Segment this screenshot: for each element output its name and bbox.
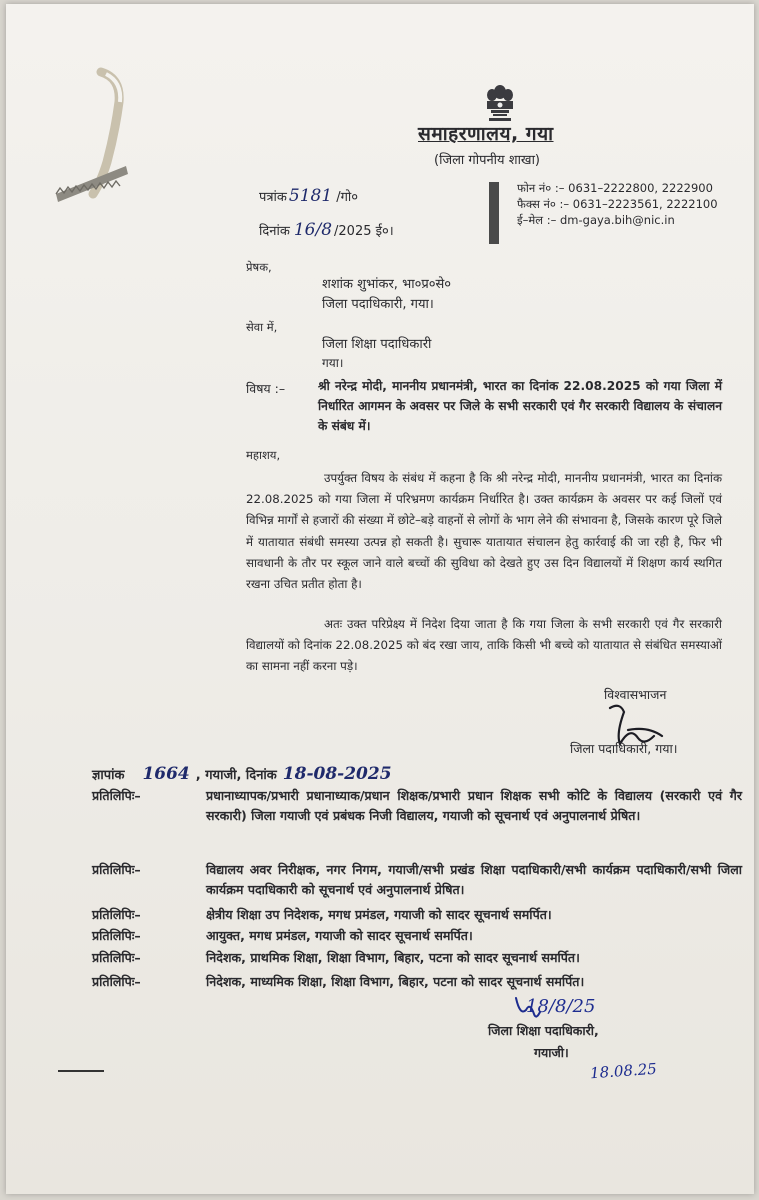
dinank-value: 16/8 (293, 220, 333, 240)
sender-designation: जिला पदाधिकारी, गया। (322, 297, 434, 312)
copy-text: आयुक्त, मगध प्रमंडल, गयाजी को सादर सूचनार्थ समर्पित। (206, 928, 473, 943)
deo-handwritten-date: 18.08.25 (589, 1059, 658, 1083)
email-line: ई–मेल :– dm-gaya.bih@nic.in (517, 213, 675, 227)
contact-details (517, 180, 718, 228)
closing-text: विश्वासभाजन (604, 687, 667, 702)
copy-label: प्रतिलिपिः– (92, 974, 141, 989)
letter-page (6, 4, 754, 1194)
reference-block (251, 174, 721, 244)
patrank-number: 5181 (288, 186, 333, 206)
deo-signature-icon (512, 992, 542, 1022)
office-title: समाहरणालय, गया (418, 123, 554, 145)
branch-subtitle: (जिला गोपनीय शाखा) (434, 153, 541, 168)
salutation: महाशय, (246, 448, 281, 462)
body-paragraph-2: अतः उक्त परिप्रेक्ष्य में निदेश दिया जाता है कि गया जिला के सभी सरकारी एवं गैर सरकारी विद्यालयों को दिनांक 22.08.2025 को बंद रखा जाय, ताकि किसी भी बच्चे को यातायात से संबंधित समस्याओं का सामना नहीं करना पड़े। (246, 617, 722, 674)
memo-place-date-label: , गयाजी, दिनांक (195, 768, 277, 783)
subject-text: श्री नरेन्द्र मोदी, माननीय प्रधानमंत्री, भारत का दिनांक 22.08.2025 को गया जिला में निर्धारित आगमन के अवसर पर जिले के सभी सरकारी एवं गैर सरकारी विद्यालय के संचालन के संबंध में। (318, 379, 722, 433)
copy-text: विद्यालय अवर निरीक्षक, नगर निगम, गयाजी/सभी प्रखंड शिक्षा पदाधिकारी/सभी कार्यक्रम पदाधिकारी/सभी जिला कार्यक्रम पदाधिकारी को सूचनार्थ एवं अनुपालनार्थ प्रेषित। (206, 862, 742, 897)
recipient-designation: जिला शिक्षा पदाधिकारी (322, 337, 432, 352)
recipient-label: सेवा में, (246, 320, 278, 334)
margin-mark (58, 1070, 104, 1072)
dinank-label: दिनांक (259, 224, 290, 239)
copy-label: प्रतिलिपिः– (92, 950, 141, 965)
copy-label: प्रतिलिपिः– (92, 907, 141, 922)
copy-item-1 (92, 786, 742, 846)
copy-text: प्रधानाध्यापक/प्रभारी प्रधानाध्याक/प्रधान शिक्षक/प्रभारी प्रधान शिक्षक सभी कोटि के विद्यालय (सरकारी एवं गैर सरकारी) जिला गयाजी एवं प्रबंधक निजी विद्यालय, गयाजी को सूचनार्थ एवं अनुपालनार्थ प्रेषित। (206, 788, 742, 823)
subject-label: विषय :– (246, 381, 286, 396)
copy-label: प्रतिलिपिः– (92, 788, 141, 803)
memo-date: 18-08-2025 (282, 764, 392, 784)
copy-item-2 (92, 860, 742, 900)
dm-designation: जिला पदाधिकारी, गया। (570, 741, 678, 756)
fax-line: फैक्स नं० :– 0631–2223561, 2222100 (517, 197, 718, 211)
body-paragraph-1: उपर्युक्त विषय के संबंध में कहना है कि श्री नरेन्द्र मोदी, माननीय प्रधानमंत्री, भारत का दिनांक 22.08.2025 को गया जिला में परिभ्रमण कार्यक्रम निर्धारित है। उक्त कार्यक्रम के अवसर पर कई जिलों एवं विभिन्न मार्गों से हजारों की संख्या में छोटे–बड़े वाहनों से लोगों के भाग लेने की संभावना है, जिसके कारण पूरे जिले में यातायात संबंधी समस्या उत्पन्न हो सकती है। सुचारू यातायात संचालन हेतु कार्रवाई की जा रही है, फिर भी सावधानी के तौर पर स्कूल जाने वाले बच्चों की सुविधा को देखते हुए उस दिन विद्यालयों में शिक्षण कार्य स्थगित रखना उचित प्रतीत होता है। (246, 471, 722, 592)
divider-bar (489, 182, 499, 244)
copy-label: प्रतिलिपिः– (92, 928, 141, 943)
deo-place: गयाजी। (534, 1045, 569, 1060)
copy-text: निदेशक, प्राथमिक शिक्षा, शिक्षा विभाग, बिहार, पटना को सादर सूचनार्थ समर्पित। (206, 950, 580, 965)
copy-label: प्रतिलिपिः– (92, 862, 141, 877)
deo-designation: जिला शिक्षा पदाधिकारी, (488, 1023, 599, 1038)
national-emblem-icon (482, 82, 518, 124)
dinank-suffix: /2025 ई०। (334, 224, 394, 239)
sender-name: शशांक शुभांकर, भा०प्र०से० (322, 277, 452, 292)
patrank-suffix: /गो० (336, 190, 359, 205)
memo-label: ज्ञापांक (92, 768, 125, 783)
copy-text: निदेशक, माध्यमिक शिक्षा, शिक्षा विभाग, बिहार, पटना को सादर सूचनार्थ समर्पित। (206, 974, 585, 989)
patrank-label: पत्रांक (259, 190, 287, 205)
memo-line (92, 764, 392, 784)
memo-number: 1664 (142, 764, 190, 784)
staple-mark (46, 64, 136, 204)
dinank-line (259, 220, 394, 240)
patrank-line (259, 186, 358, 206)
copy-text: क्षेत्रीय शिक्षा उप निदेशक, मगध प्रमंडल, गयाजी को सादर सूचनार्थ समर्पित। (206, 907, 552, 922)
sender-label: प्रेषक, (246, 260, 272, 274)
phone-line: फोन नं० :– 0631–2222800, 2222900 (517, 181, 713, 195)
recipient-place: गया। (322, 356, 344, 370)
deo-signature-date: 18/8/25 (526, 996, 596, 1017)
